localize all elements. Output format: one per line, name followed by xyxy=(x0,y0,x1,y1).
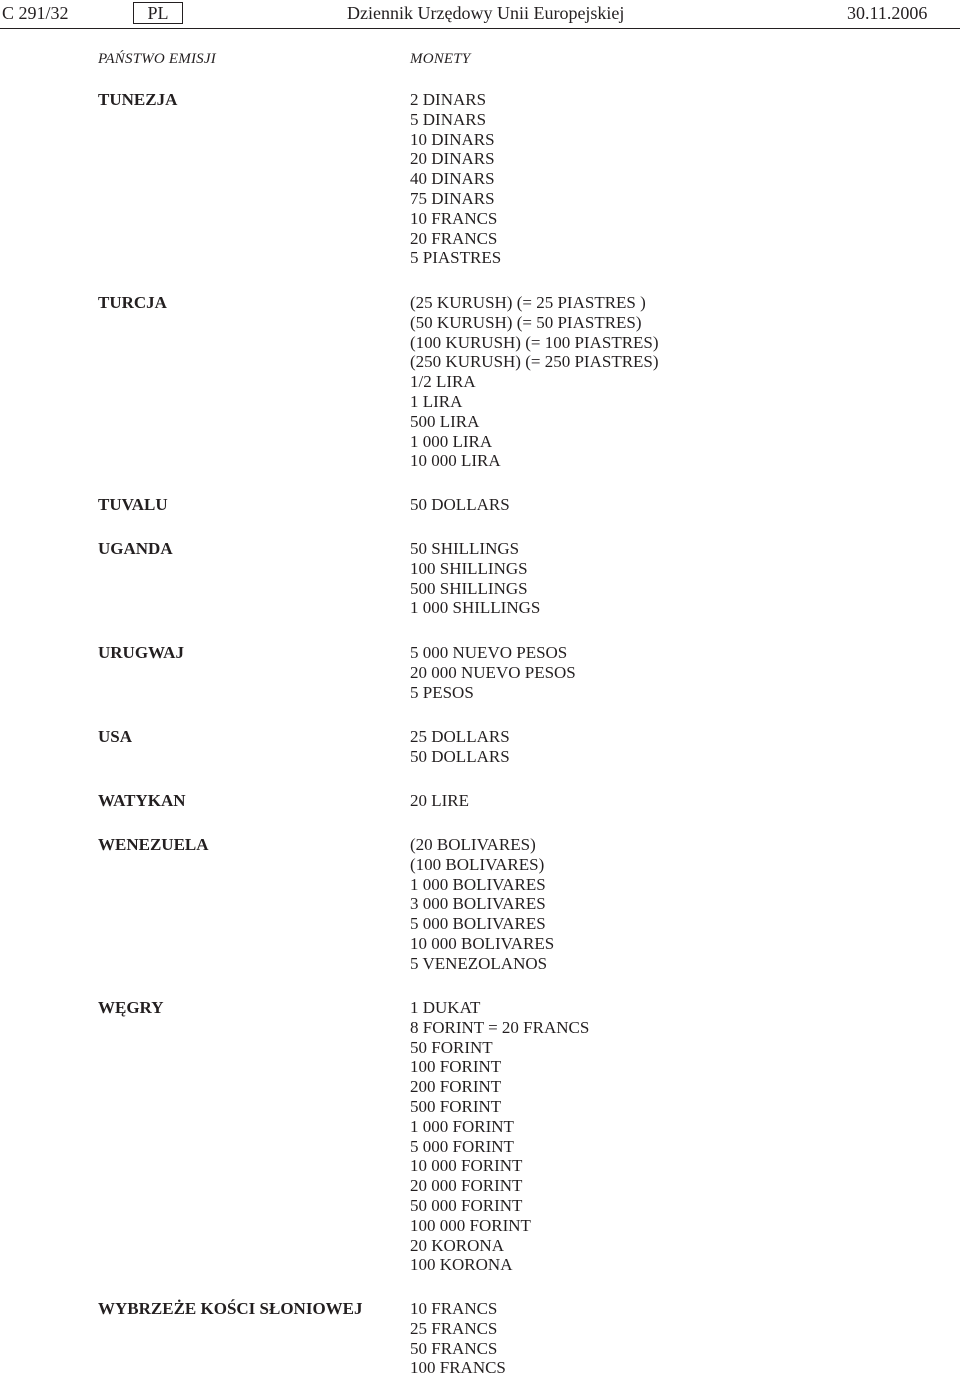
coin-item: 5 PIASTRES xyxy=(410,248,502,268)
coin-item: 50 000 FORINT xyxy=(410,1195,523,1215)
coin-item: 3 000 BOLIVARES xyxy=(410,894,546,914)
coin-item: 1 DUKAT xyxy=(410,998,481,1017)
coin-item: 50 DOLLARS xyxy=(410,746,510,766)
column-header-country: PAŃSTWO EMISJI xyxy=(98,51,216,67)
coin-list xyxy=(410,998,589,1275)
coin-item: 50 FRANCS xyxy=(410,1338,498,1358)
country-name: TUVALU xyxy=(98,495,168,514)
coin-item: 5 000 NUEVO PESOS xyxy=(410,643,568,662)
coin-item: 20 000 NUEVO PESOS xyxy=(410,662,576,682)
coin-item: 10 000 BOLIVARES xyxy=(410,933,555,953)
coin-item: 2 DINARS xyxy=(410,90,487,109)
coin-item: 10 000 FORINT xyxy=(410,1156,523,1176)
coin-item: 1/2 LIRA xyxy=(410,372,476,392)
coin-item: (100 BOLIVARES) xyxy=(410,854,545,874)
coin-item: 5 000 BOLIVARES xyxy=(410,914,546,934)
country-name: URUGWAJ xyxy=(98,643,184,662)
coin-item: (25 KURUSH) (= 25 PIASTRES ) xyxy=(410,293,646,312)
coin-item: 8 FORINT = 20 FRANCS xyxy=(410,1017,590,1037)
country-name: WĘGRY xyxy=(98,998,164,1017)
country-name: TURCJA xyxy=(98,293,167,312)
coin-item: 500 LIRA xyxy=(410,411,480,431)
coin-item: 10 000 LIRA xyxy=(410,451,501,471)
coin-item: 1 000 FORINT xyxy=(410,1116,514,1136)
journal-title: Dziennik Urzędowy Unii Europejskiej xyxy=(347,3,625,23)
coin-item: 10 FRANCS xyxy=(410,1299,498,1318)
coin-list xyxy=(410,791,469,811)
coin-item: 500 FORINT xyxy=(410,1096,502,1116)
coin-item: (50 KURUSH) (= 50 PIASTRES) xyxy=(410,312,642,332)
coin-item: 75 DINARS xyxy=(410,188,495,208)
coin-list xyxy=(410,293,659,471)
coin-list xyxy=(410,495,510,515)
coin-list xyxy=(410,835,554,974)
coin-item: 100 FORINT xyxy=(410,1057,502,1077)
country-name: WYBRZEŻE KOŚCI SŁONIOWEJ xyxy=(98,1299,363,1318)
coin-item: 100 000 FORINT xyxy=(410,1215,531,1235)
coin-item: 5 DINARS xyxy=(410,109,487,129)
coin-item: 100 FRANCS xyxy=(410,1358,506,1378)
coin-item: 20 LIRE xyxy=(410,791,470,810)
coin-item: 25 DOLLARS xyxy=(410,727,510,746)
country-name: TUNEZJA xyxy=(98,90,178,109)
coin-list xyxy=(410,727,510,767)
coin-item: (100 KURUSH) (= 100 PIASTRES) xyxy=(410,332,659,352)
coin-item: (20 BOLIVARES) xyxy=(410,835,536,854)
country-name: WATYKAN xyxy=(98,791,186,810)
coin-item: 5 PESOS xyxy=(410,682,474,702)
country-name: UGANDA xyxy=(98,539,173,558)
coin-list xyxy=(410,539,540,618)
country-name: USA xyxy=(98,727,133,746)
coin-item: 50 SHILLINGS xyxy=(410,539,520,558)
coin-item: 50 FORINT xyxy=(410,1037,493,1057)
coin-item: 200 FORINT xyxy=(410,1077,502,1097)
coin-item: 1 000 LIRA xyxy=(410,431,493,451)
coin-item: 20 000 FORINT xyxy=(410,1176,523,1196)
coin-list xyxy=(410,643,576,702)
page-number: C 291/32 xyxy=(2,3,69,23)
coin-item: 25 FRANCS xyxy=(410,1318,498,1338)
coin-item: 20 KORONA xyxy=(410,1235,504,1255)
coin-list xyxy=(410,90,501,268)
coin-item: 40 DINARS xyxy=(410,169,495,189)
coin-item: 10 DINARS xyxy=(410,129,495,149)
coin-item: 5 VENEZOLANOS xyxy=(410,953,548,973)
coin-item: 20 FRANCS xyxy=(410,228,498,248)
coin-item: 1 000 SHILLINGS xyxy=(410,598,541,618)
publication-date: 30.11.2006 xyxy=(847,3,928,23)
page-header xyxy=(0,0,960,29)
coin-item: 100 SHILLINGS xyxy=(410,558,528,578)
language-badge: PL xyxy=(133,2,183,24)
coin-list xyxy=(410,1299,506,1378)
country-name: WENEZUELA xyxy=(98,835,209,854)
coin-item: 50 DOLLARS xyxy=(410,495,510,514)
coin-item: 10 FRANCS xyxy=(410,208,498,228)
coin-item: 1 LIRA xyxy=(410,391,463,411)
coin-item: 20 DINARS xyxy=(410,149,495,169)
column-header-coins: MONETY xyxy=(410,51,471,67)
coin-item: (250 KURUSH) (= 250 PIASTRES) xyxy=(410,352,659,372)
coin-item: 1 000 BOLIVARES xyxy=(410,874,546,894)
coin-item: 5 000 FORINT xyxy=(410,1136,514,1156)
coin-item: 500 SHILLINGS xyxy=(410,578,528,598)
coin-item: 100 KORONA xyxy=(410,1255,513,1275)
